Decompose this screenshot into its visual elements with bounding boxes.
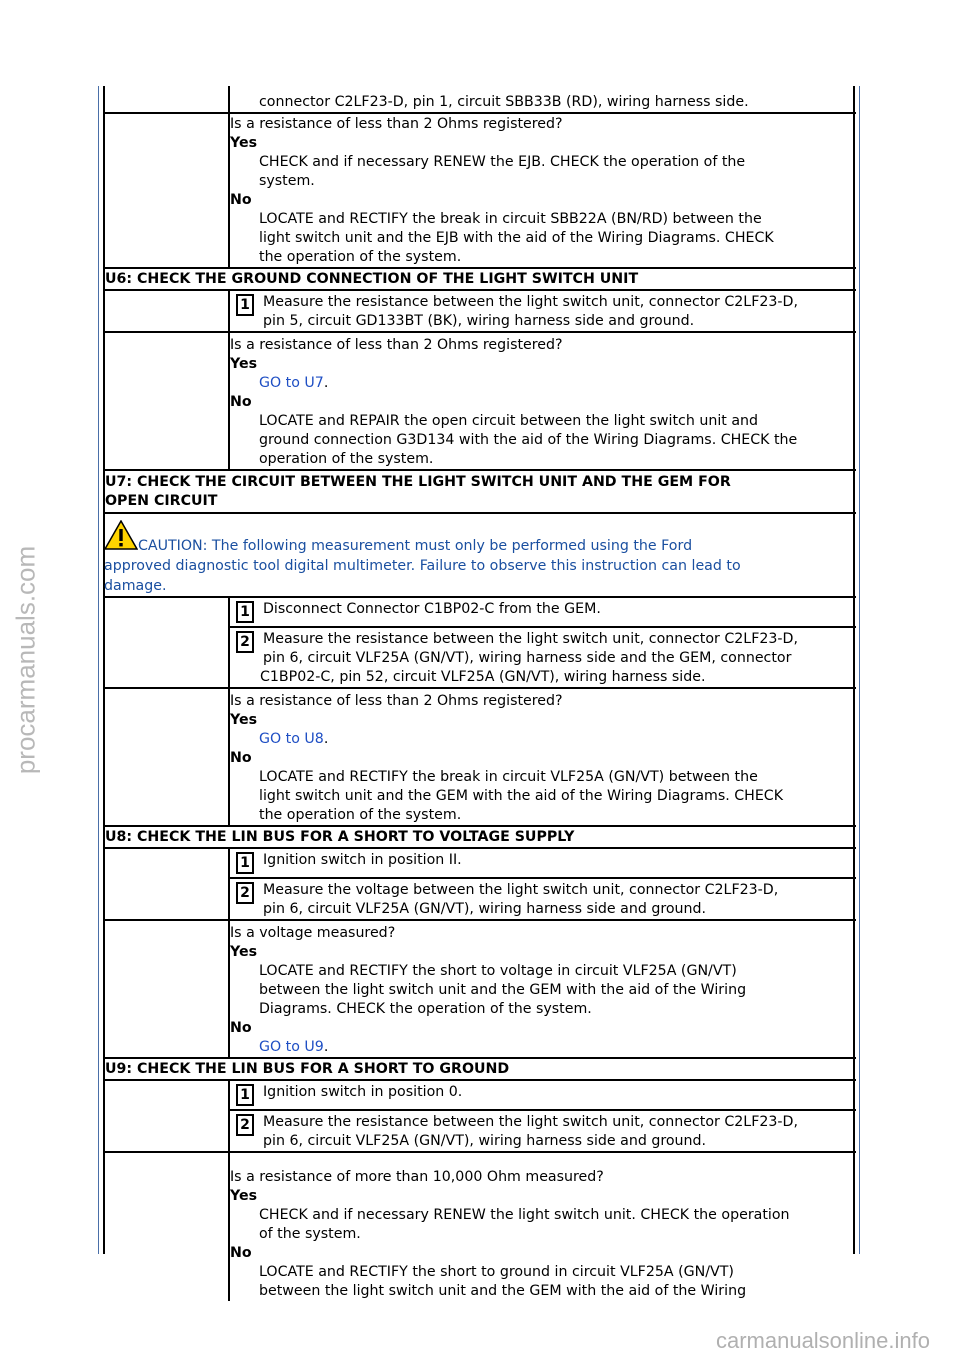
question-text: Is a voltage measured? [230, 925, 396, 941]
no-text: the operation of the system. [259, 249, 462, 265]
steps-row [104, 1081, 856, 1153]
no-text: operation of the system. [259, 451, 434, 467]
right-margin-line [859, 86, 860, 1254]
yes-label: Yes [230, 944, 258, 960]
step-item [230, 849, 856, 879]
step-item [230, 1111, 856, 1151]
go-to-u7-link[interactable]: GO to U7 [259, 375, 324, 391]
no-text: ground connection G3D134 with the aid of the Wiring Diagrams. CHECK the [259, 432, 798, 448]
no-label: No [230, 1245, 252, 1261]
yes-text: between the light switch unit and the GEM with the aid of the Wiring [259, 982, 747, 998]
left-margin-line [98, 86, 99, 1254]
section-title: U6: CHECK THE GROUND CONNECTION OF THE LIGHT SWITCH UNIT [104, 269, 856, 291]
bottom-watermark: carmanualsonline.info [715, 1328, 930, 1353]
step-number: 2 [236, 631, 254, 653]
result-row: Is a resistance of less than 2 Ohms registered? Yes GO to U7. No LOCATE and REPAIR the open circuit between the light switch unit and ground connection G3D134 with the aid of the Wiring Diagrams. CHECK the operation of the system. [104, 333, 856, 471]
question-text: Is a resistance of less than 2 Ohms registered? [230, 337, 563, 353]
continuation-row [104, 86, 856, 114]
yes-text: system. [259, 173, 315, 189]
step-text: pin 6, circuit VLF25A (GN/VT), wiring harness side and the GEM, connector [263, 650, 792, 666]
no-label: No [230, 750, 252, 766]
step-item [230, 879, 856, 919]
warning-icon [104, 520, 138, 556]
yes-text: LOCATE and RECTIFY the short to voltage in circuit VLF25A (GN/VT) [259, 963, 737, 979]
yes-label: Yes [230, 1188, 258, 1204]
no-text: light switch unit and the GEM with the aid of the Wiring Diagrams. CHECK [259, 788, 784, 804]
step-text: Disconnect Connector C1BP02-C from the GEM. [263, 601, 601, 617]
result-row [104, 1153, 856, 1301]
caution-text: approved diagnostic tool digital multimeter. Failure to observe this instruction can lead to [104, 558, 741, 574]
caution-box [104, 514, 856, 598]
step-text: Ignition switch in position II. [263, 852, 462, 868]
step-text: Ignition switch in position 0. [263, 1084, 463, 1100]
go-to-u9-link[interactable]: GO to U9 [259, 1039, 324, 1055]
step-text: pin 6, circuit VLF25A (GN/VT), wiring harness side and ground. [263, 1133, 707, 1149]
yes-text: Diagrams. CHECK the operation of the system. [259, 1001, 592, 1017]
go-to-u8-link[interactable]: GO to U8 [259, 731, 324, 747]
caution-text: damage. [104, 578, 167, 594]
no-text: LOCATE and RECTIFY the break in circuit VLF25A (GN/VT) between the [259, 769, 758, 785]
step-text: pin 6, circuit VLF25A (GN/VT), wiring harness side and ground. [263, 901, 707, 917]
no-label: No [230, 1020, 252, 1036]
no-text: LOCATE and RECTIFY the break in circuit SBB22A (BN/RD) between the [259, 211, 762, 227]
step-text: Measure the resistance between the light switch unit, connector C2LF23-D, [263, 294, 798, 310]
step-text: pin 5, circuit GD133BT (BK), wiring harness side and ground. [263, 313, 695, 329]
step-item [230, 628, 856, 687]
step-item [230, 291, 856, 331]
result-row: Is a resistance of less than 2 Ohms registered? Yes GO to U8. No LOCATE and RECTIFY the break in circuit VLF25A (GN/VT) between the light switch unit and the GEM with the aid of the Wiring Diagrams. CHECK the operation of the system. [104, 689, 856, 827]
no-label: No [230, 394, 252, 410]
step-text: Measure the voltage between the light switch unit, connector C2LF23-D, [263, 882, 779, 898]
no-text: the operation of the system. [259, 807, 462, 823]
question-text: Is a resistance of less than 2 Ohms registered? [230, 116, 563, 132]
yes-label: Yes [230, 712, 258, 728]
no-text: LOCATE and RECTIFY the short to ground in circuit VLF25A (GN/VT) [259, 1264, 734, 1280]
steps-row [104, 598, 856, 689]
step-item [230, 1081, 856, 1111]
section-title: U7: CHECK THE CIRCUIT BETWEEN THE LIGHT SWITCH UNIT AND THE GEM FOR OPEN CIRCUIT [104, 471, 856, 514]
step-number: 1 [236, 601, 254, 623]
yes-text: CHECK and if necessary RENEW the light switch unit. CHECK the operation [259, 1207, 790, 1223]
steps-row [104, 291, 856, 333]
question-text: Is a resistance of less than 2 Ohms registered? [230, 693, 563, 709]
yes-text: of the system. [259, 1226, 361, 1242]
yes-text: CHECK and if necessary RENEW the EJB. CHECK the operation of the [259, 154, 746, 170]
step-number: 2 [236, 882, 254, 904]
caution-text: CAUTION: The following measurement must only be performed using the Ford [138, 538, 693, 554]
no-text: between the light switch unit and the GEM with the aid of the Wiring [259, 1283, 747, 1299]
yes-label: Yes [230, 356, 258, 372]
side-watermark: procarmanuals.com [10, 545, 41, 775]
result-row: Is a voltage measured? Yes LOCATE and RECTIFY the short to voltage in circuit VLF25A (GN/VT) between the light switch unit and the GEM with the aid of the Wiring Diagrams. CHECK the operation of the system. No GO to U9. [104, 921, 856, 1059]
continuation-text: connector C2LF23-D, pin 1, circuit SBB33B (RD), wiring harness side. [259, 94, 749, 110]
step-text: Measure the resistance between the light switch unit, connector C2LF23-D, [263, 1114, 798, 1130]
step-number: 1 [236, 852, 254, 874]
steps-row [104, 849, 856, 921]
question-text: Is a resistance of more than 10,000 Ohm measured? [230, 1169, 604, 1185]
result-row [104, 114, 856, 269]
section-title: U9: CHECK THE LIN BUS FOR A SHORT TO GROUND [104, 1059, 856, 1081]
step-number: 1 [236, 294, 254, 316]
no-label: No [230, 192, 252, 208]
no-text: LOCATE and REPAIR the open circuit between the light switch unit and [259, 413, 759, 429]
diagnostic-table [104, 86, 856, 1301]
no-text: light switch unit and the EJB with the aid of the Wiring Diagrams. CHECK [259, 230, 774, 246]
yes-label: Yes [230, 135, 258, 151]
step-number: 1 [236, 1084, 254, 1106]
step-text: C1BP02-C, pin 52, circuit VLF25A (GN/VT), wiring harness side. [260, 669, 706, 685]
step-number: 2 [236, 1114, 254, 1136]
step-text: Measure the resistance between the light switch unit, connector C2LF23-D, [263, 631, 798, 647]
section-title: U8: CHECK THE LIN BUS FOR A SHORT TO VOLTAGE SUPPLY [104, 827, 856, 849]
step-item [230, 598, 856, 628]
